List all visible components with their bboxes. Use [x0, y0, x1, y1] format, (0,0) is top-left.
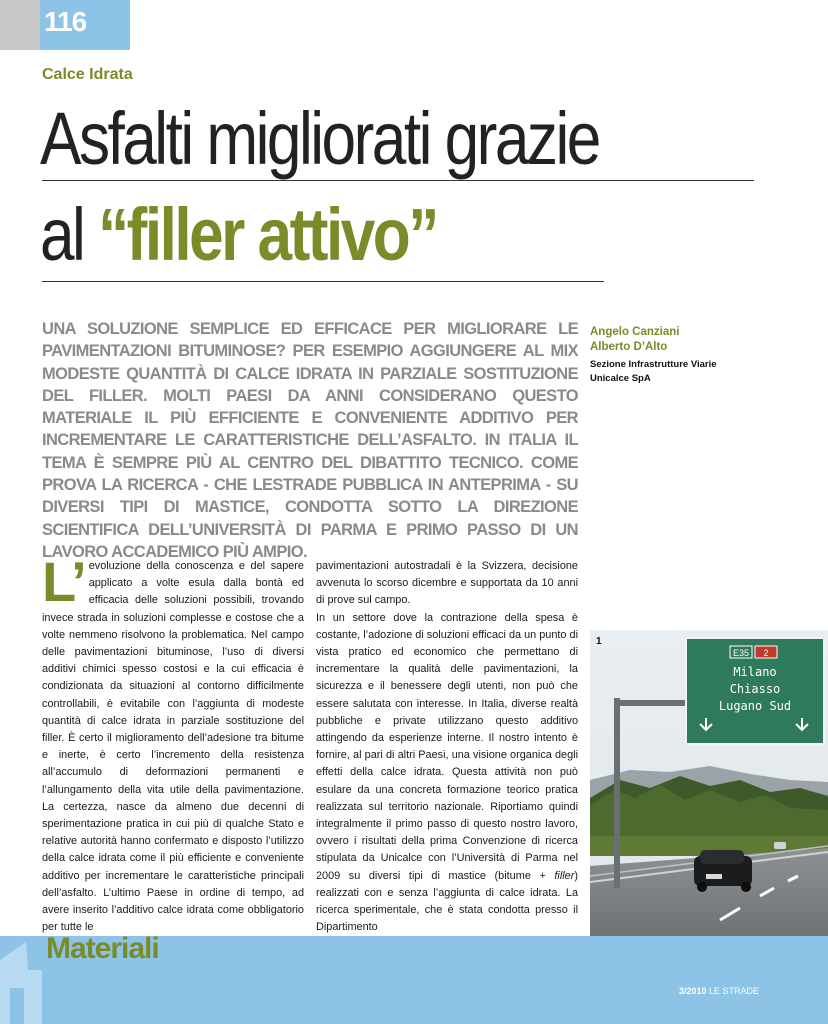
sign-destination: Lugano Sud [718, 699, 792, 713]
body-paragraph [42, 550, 304, 936]
distant-car [774, 842, 786, 849]
body-text: ) realizzati con e senza l’aggiunta di calce idrata. La ricerca sperimentale, che è stata condotta presso il Dipartimento [316, 869, 578, 934]
sign-gantry-beam [614, 700, 688, 706]
magazine-name: LE STRADE [709, 986, 760, 996]
car-roof [700, 850, 744, 864]
sign-destination: Milano [733, 665, 777, 679]
footer-section-label: Materiali [46, 932, 159, 965]
section-label: Calce Idrata [42, 66, 133, 83]
byline [590, 325, 750, 386]
body-column-1 [42, 550, 304, 936]
highway-sign-photo [590, 630, 828, 936]
drop-cap: L’ [42, 550, 85, 613]
author-name: Angelo Canziani [590, 326, 680, 338]
title-prefix: al [40, 193, 99, 276]
body-paragraph: pavimentazioni autostradali è la Svizzera, decisione avvenuta lo scorso dicembre e supportata da 10 anni di prove sul campo. [316, 560, 578, 607]
title-rule-1 [42, 180, 754, 181]
title-rule-2 [42, 281, 604, 282]
author-affiliation: Sezione Infrastrutture Viarie [590, 359, 717, 370]
car-plate [706, 874, 722, 879]
author-name: Alberto D’Alto [590, 341, 668, 353]
body-text-italic: filler [554, 869, 575, 882]
car-wheel [697, 882, 707, 892]
route-number: E35 [732, 648, 750, 658]
title-accent: “filler attivo” [98, 193, 437, 276]
body-text: evoluzione della conoscenza e del sapere applicato a volte esula dalla bontà ed efficacia delle soluzioni possibili, trovando invece strada in soluzioni complesse e costose che a volte nemmeno risolvono la problematica. Nel campo delle pavimentazioni bituminose, l’uso di diversi additivi chimici spesso costosi e la cui efficacia è condizionata da situazioni al contorno difficilmente controllabili, è evitabile con l’aggiunta di modeste quantità di calce idrata in parziale sostituzione del filler. È certo il miglioramento dell’adesione tra bitume e inerte, è certo l’incremento della resistenza all’accumulo di deformazioni permanenti e l’allungamento della vita utile della pavimentazione. La certezza, nasce da almeno due decenni di sperimentazione pratica in cui più di qualche Stato e relative autorità hanno confermato e disposto l’utilizzo della calce idrata come il più efficiente e conveniente additivo per incrementare le caratteristiche principali dell’asfalto. L’ultimo Paese in ordine di tempo, ad avere inserito l’additivo calce idrata come obbligatorio per tutte le [42, 560, 304, 934]
lead-paragraph: UNA SOLUZIONE SEMPLICE ED EFFICACE PER MIGLIORARE LE PAVIMENTAZIONI BITUMINOSE? PER ESEMPIO AGGIUNGERE AL MIX MODESTE QUANTITÀ DI CALCE IDRATA IN PARZIALE SOSTITUZIONE DEL FILLER. MOLTI PAESI DA ANNI CONSIDERANO QUESTO MATERIALE IL PIÙ EFFICIENTE E CONVENIENTE ADDITIVO PER INCREMENTARE LE CARATTERISTICHE DELL’ASFALTO. IN ITALIA IL TEMA È SEMPRE PIÙ AL CENTRO DEL DIBATTITO TECNICO. COME PROVA LA RICERCA - CHE LESTRADE PUBBLICA IN ANTEPRIMA - SU DIVERSI TIPI DI MASTICE, CONDOTTA SOTTO LA DIREZIONE SCIENTIFICA DELL’UNIVERSITÀ DI PARMA E PRIMO PASSO DI UN LAVORO ACCADEMICO PIÙ AMPIO. [42, 320, 578, 561]
car-wheel [741, 882, 751, 892]
body-text: In un settore dove la contrazione della spesa è costante, l’adozione di soluzioni efficaci da un punto di vista pratico ed economico che permettano di incrementare la qualità delle pavimentazioni, la sicurezza e il benessere degli utenti, non può che essere salutata con interesse. In Italia, diverse realtà pubbliche e private utilizzano questo additivo attingendo da esperienze interne. Il nostro intento è fornire, al pari di altri Paesi, una visione organica degli effetti della calce idrata. Questa attività non può esulare da una concreta formazione teorico pratica realizzata sul territorio nazionale. Riportiamo quindi integralmente il primo passo di questo nostro lavoro, ovvero i risultati della prima Convenzione di ricerca stipulata da Unicalce con l’Università di Parma nel 2009 su diversi tipi di mastice (bitume + [316, 611, 578, 882]
author-affiliation: Unicalce SpA [590, 373, 651, 384]
sign-destination: Chiasso [729, 682, 781, 696]
article-title-line1: Asfalti migliorati grazie [40, 97, 599, 180]
exit-number: 2 [763, 648, 769, 658]
body-column-2 [316, 558, 578, 936]
page-number: 116 [44, 6, 87, 37]
page-tab-grey-block [0, 0, 40, 50]
sign-post [614, 698, 620, 888]
body-paragraph [316, 610, 578, 937]
figure-number: 1 [596, 636, 602, 647]
footer-issue [679, 986, 759, 996]
article-title-line2 [40, 193, 437, 276]
issue-number: 3/2010 [679, 986, 707, 996]
